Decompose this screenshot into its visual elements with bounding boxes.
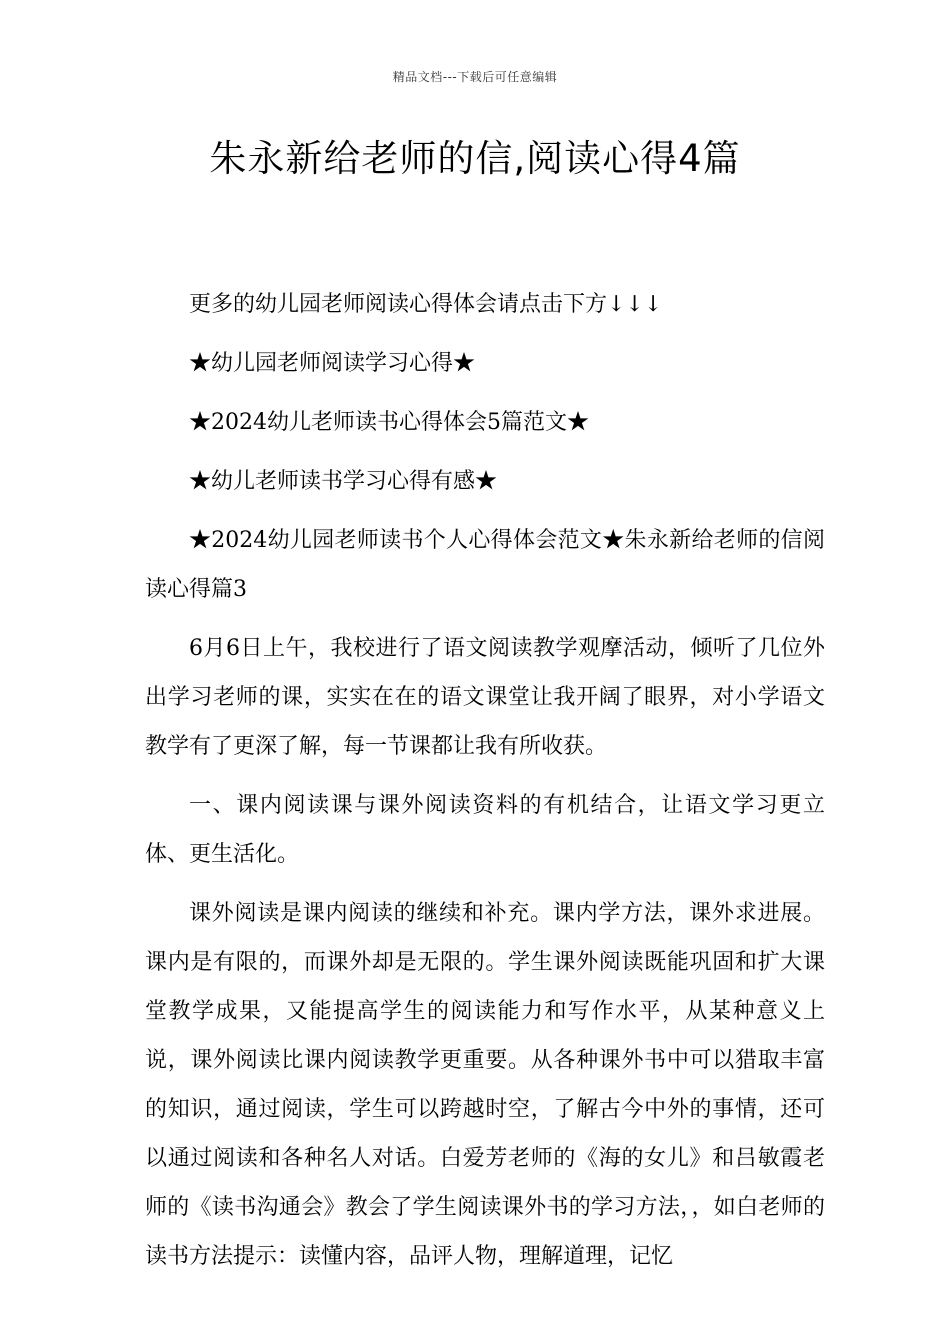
paragraph: 课外阅读是课内阅读的继续和补充。课内学方法，课外求进展。课内是有限的，而课外却是无限的。学生课外阅读既能巩固和扩大课堂教学成果，又能提高学生的阅读能力和写作水平，从某种意义上说，课外阅读比课内阅读教学更重要。从各种课外书中可以猎取丰富的知识，通过阅读，学生可以跨越时空，了解古今中外的事情，还可以通过阅读和各种名人对话。白爱芳老师的《海的女儿》和吕敏霞老师的《读书沟通会》教会了学生阅读课外书的学习方法，，如白老师的读书方法提示：读懂内容，品评人物，理解道理，记忆 xyxy=(145,901,825,1269)
paragraph: 更多的幼儿园老师阅读心得体会请点击下方↓↓↓ xyxy=(189,292,663,317)
header-note: 精品文档---下载后可任意编辑 xyxy=(392,70,558,84)
section-heading: 一、课内阅读课与课外阅读资料的有机结合，让语文学习更立体、更生活化。 xyxy=(145,793,825,867)
link-item[interactable]: ★幼儿老师读书学习心得有感★ xyxy=(189,469,498,494)
document-body xyxy=(145,280,825,1291)
link-item[interactable]: ★2024幼儿园老师读书个人心得体会范文★朱永新给老师的信阅读心得篇3 xyxy=(145,528,825,602)
document-title: 朱永新给老师的信,阅读心得4篇 xyxy=(209,137,741,180)
link-item[interactable]: ★2024幼儿老师读书心得体会5篇范文★ xyxy=(189,410,589,435)
link-item[interactable]: ★幼儿园老师阅读学习心得★ xyxy=(189,351,476,376)
paragraph: 6月6日上午，我校进行了语文阅读教学观摩活动，倾听了几位外出学习老师的课，实实在在的语文课堂让我开阔了眼界，对小学语文教学有了更深了解，每一节课都让我有所收获。 xyxy=(145,636,825,759)
